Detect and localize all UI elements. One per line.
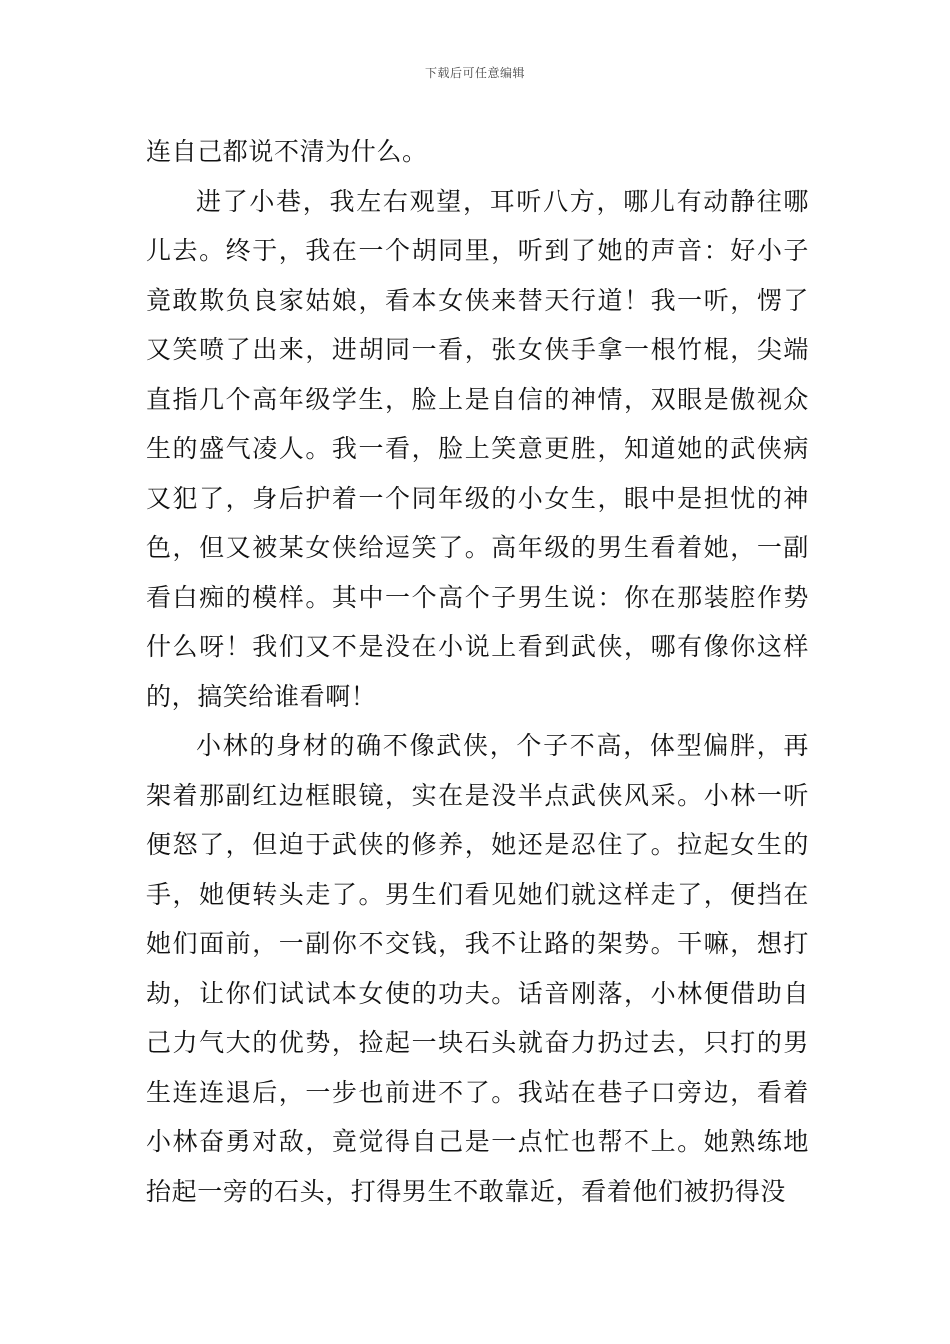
paragraph-2: 进了小巷，我左右观望，耳听八方，哪儿有动静往哪儿去。终于，我在一个胡同里，听到了她的声音：好小子竟敢欺负良家姑娘，看本女侠来替天行道！我一听，愣了又笑喷了出来，进胡同一看，张女侠手拿一根竹棍，尖端直指几个高年级学生，脸上是自信的神情，双眼是傲视众生的盛气凌人。我一看，脸上笑意更胜，知道她的武侠病又犯了，身后护着一个同年级的小女生，眼中是担忧的神色，但又被某女侠给逗笑了。高年级的男生看着她，一副看白痴的模样。其中一个高个子男生说：你在那装腔作势什么呀！我们又不是没在小说上看到武侠，哪有像你这样的，搞笑给谁看啊！ [146,186,809,711]
paragraph-3: 小林的身材的确不像武侠，个子不高，体型偏胖，再架着那副红边框眼镜，实在是没半点武侠风采。小林一听便怒了，但迫于武侠的修养，她还是忍住了。拉起女生的手，她便转头走了。男生们看见她们就这样走了，便挡在她们面前，一副你不交钱，我不让路的架势。干嘛，想打劫，让你们试试本女使的功夫。话音刚落，小林便借助自己力气大的优势，捡起一块石头就奋力扔过去，只打的男生连连退后，一步也前进不了。我站在巷子口旁边，看着小林奋勇对敌，竟觉得自己是一点忙也帮不上。她熟练地抬起一旁的石头，打得男生不敢靠近，看着他们被扔得没 [146,731,809,1206]
body-text [146,127,809,1216]
page-header: 下载后可任意编辑 [424,66,525,80]
paragraph-1: 连自己都说不清为什么。 [146,137,428,166]
